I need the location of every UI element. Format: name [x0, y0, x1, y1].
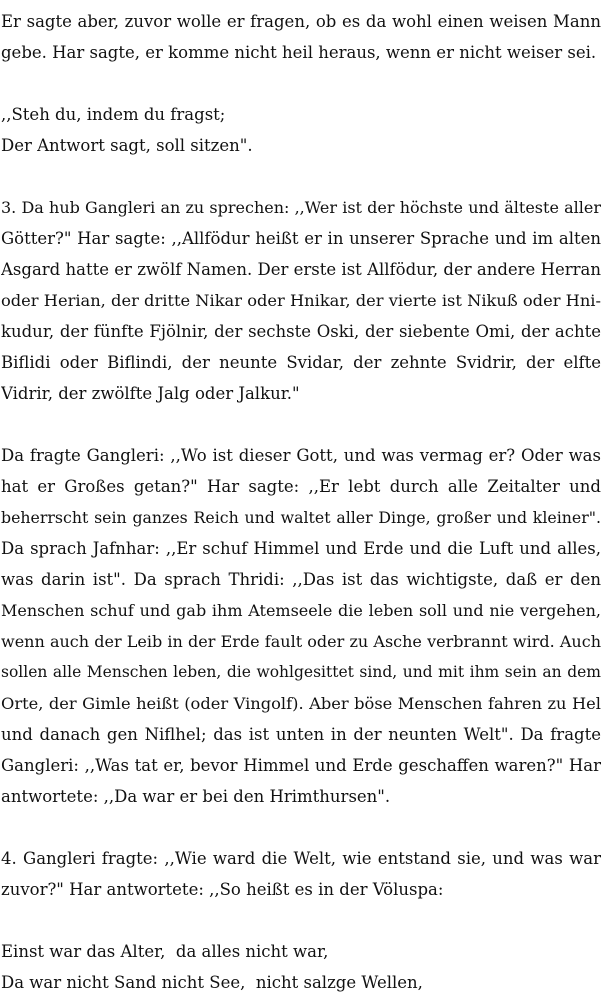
text-line: Vidrir, der zwölfte Jalg oder Jalkur." — [1, 384, 300, 403]
text-line: zuvor?" Har antwortete: ,,So heißt es in der Völuspa: — [1, 880, 444, 899]
verse-voluspa — [1, 936, 601, 998]
text-line: Asgard hatte er zwölf Namen. Der erste ist Allfödur, der andere Herran — [1, 260, 601, 279]
text-line: kudur, der fünfte Fjölnir, der sechste Oski, der siebente Omi, der achte — [1, 322, 601, 341]
text-line: gebe. Har sagte, er komme nicht heil heraus, wenn er nicht weiser sei. — [1, 43, 597, 62]
text-line: Götter?" Har sagte: ,,Allfödur heißt er in unserer Sprache und im alten — [1, 229, 601, 248]
verse-line: ,,Steh du, indem du fragst; — [1, 105, 226, 124]
paragraph-section-4 — [1, 843, 601, 905]
text-line: Orte, der Gimle heißt (oder Vingolf). Aber böse Menschen fahren zu Hel — [1, 694, 601, 713]
text-line: 3. Da hub Gangleri an zu sprechen: ,,Wer ist der höchste und älteste aller — [1, 198, 601, 217]
verse-line: Da war nicht Sand nicht See, nicht salzge Wellen, — [1, 973, 423, 992]
verse-quote — [1, 99, 601, 161]
text-line: wenn auch der Leib in der Erde fault oder zu Asche verbrannt wird. Auch — [1, 632, 601, 651]
text-line: Da sprach Jafnhar: ,,Er schuf Himmel und Erde und die Luft und alles, — [1, 539, 601, 558]
text-line: Er sagte aber, zuvor wolle er fragen, ob es da wohl einen weisen Mann — [1, 12, 601, 31]
text-line: hat er Großes getan?" Har sagte: ,,Er lebt durch alle Zeitalter und — [1, 477, 601, 496]
text-line: und danach gen Niflhel; das ist unten in der neunten Welt". Da fragte — [1, 725, 601, 744]
text-line: beherrscht sein ganzes Reich und waltet aller Dinge, großer und kleiner". — [1, 508, 601, 527]
text-line: 4. Gangleri fragte: ,,Wie ward die Welt, wie entstand sie, und was war — [1, 849, 601, 868]
text-line: Gangleri: ,,Was tat er, bevor Himmel und Erde geschaffen waren?" Har — [1, 756, 601, 775]
verse-line: Der Antwort sagt, soll sitzen". — [1, 136, 253, 155]
paragraph-section-3 — [1, 192, 601, 409]
text-line: antwortete: ,,Da war er bei den Hrimthursen". — [1, 787, 391, 806]
text-line: was darin ist". Da sprach Thridi: ,,Das ist das wichtigste, daß er den — [1, 570, 601, 589]
verse-line: Einst war das Alter, da alles nicht war, — [1, 942, 329, 961]
paragraph-gangleri-question — [1, 440, 601, 812]
text-line: Da fragte Gangleri: ,,Wo ist dieser Gott, und was vermag er? Oder was — [1, 446, 601, 465]
text-line: Menschen schuf und gab ihm Atemseele die leben soll und nie vergehen, — [1, 601, 601, 620]
text-line: Biflidi oder Biflindi, der neunte Svidar, der zehnte Svidrir, der elfte — [1, 353, 601, 372]
paragraph-intro — [1, 6, 601, 68]
text-line: sollen alle Menschen leben, die wohlgesittet sind, und mit ihm sein an dem — [1, 663, 601, 681]
text-line: oder Herian, der dritte Nikar oder Hnikar, der vierte ist Nikuß oder Hni- — [1, 291, 601, 310]
